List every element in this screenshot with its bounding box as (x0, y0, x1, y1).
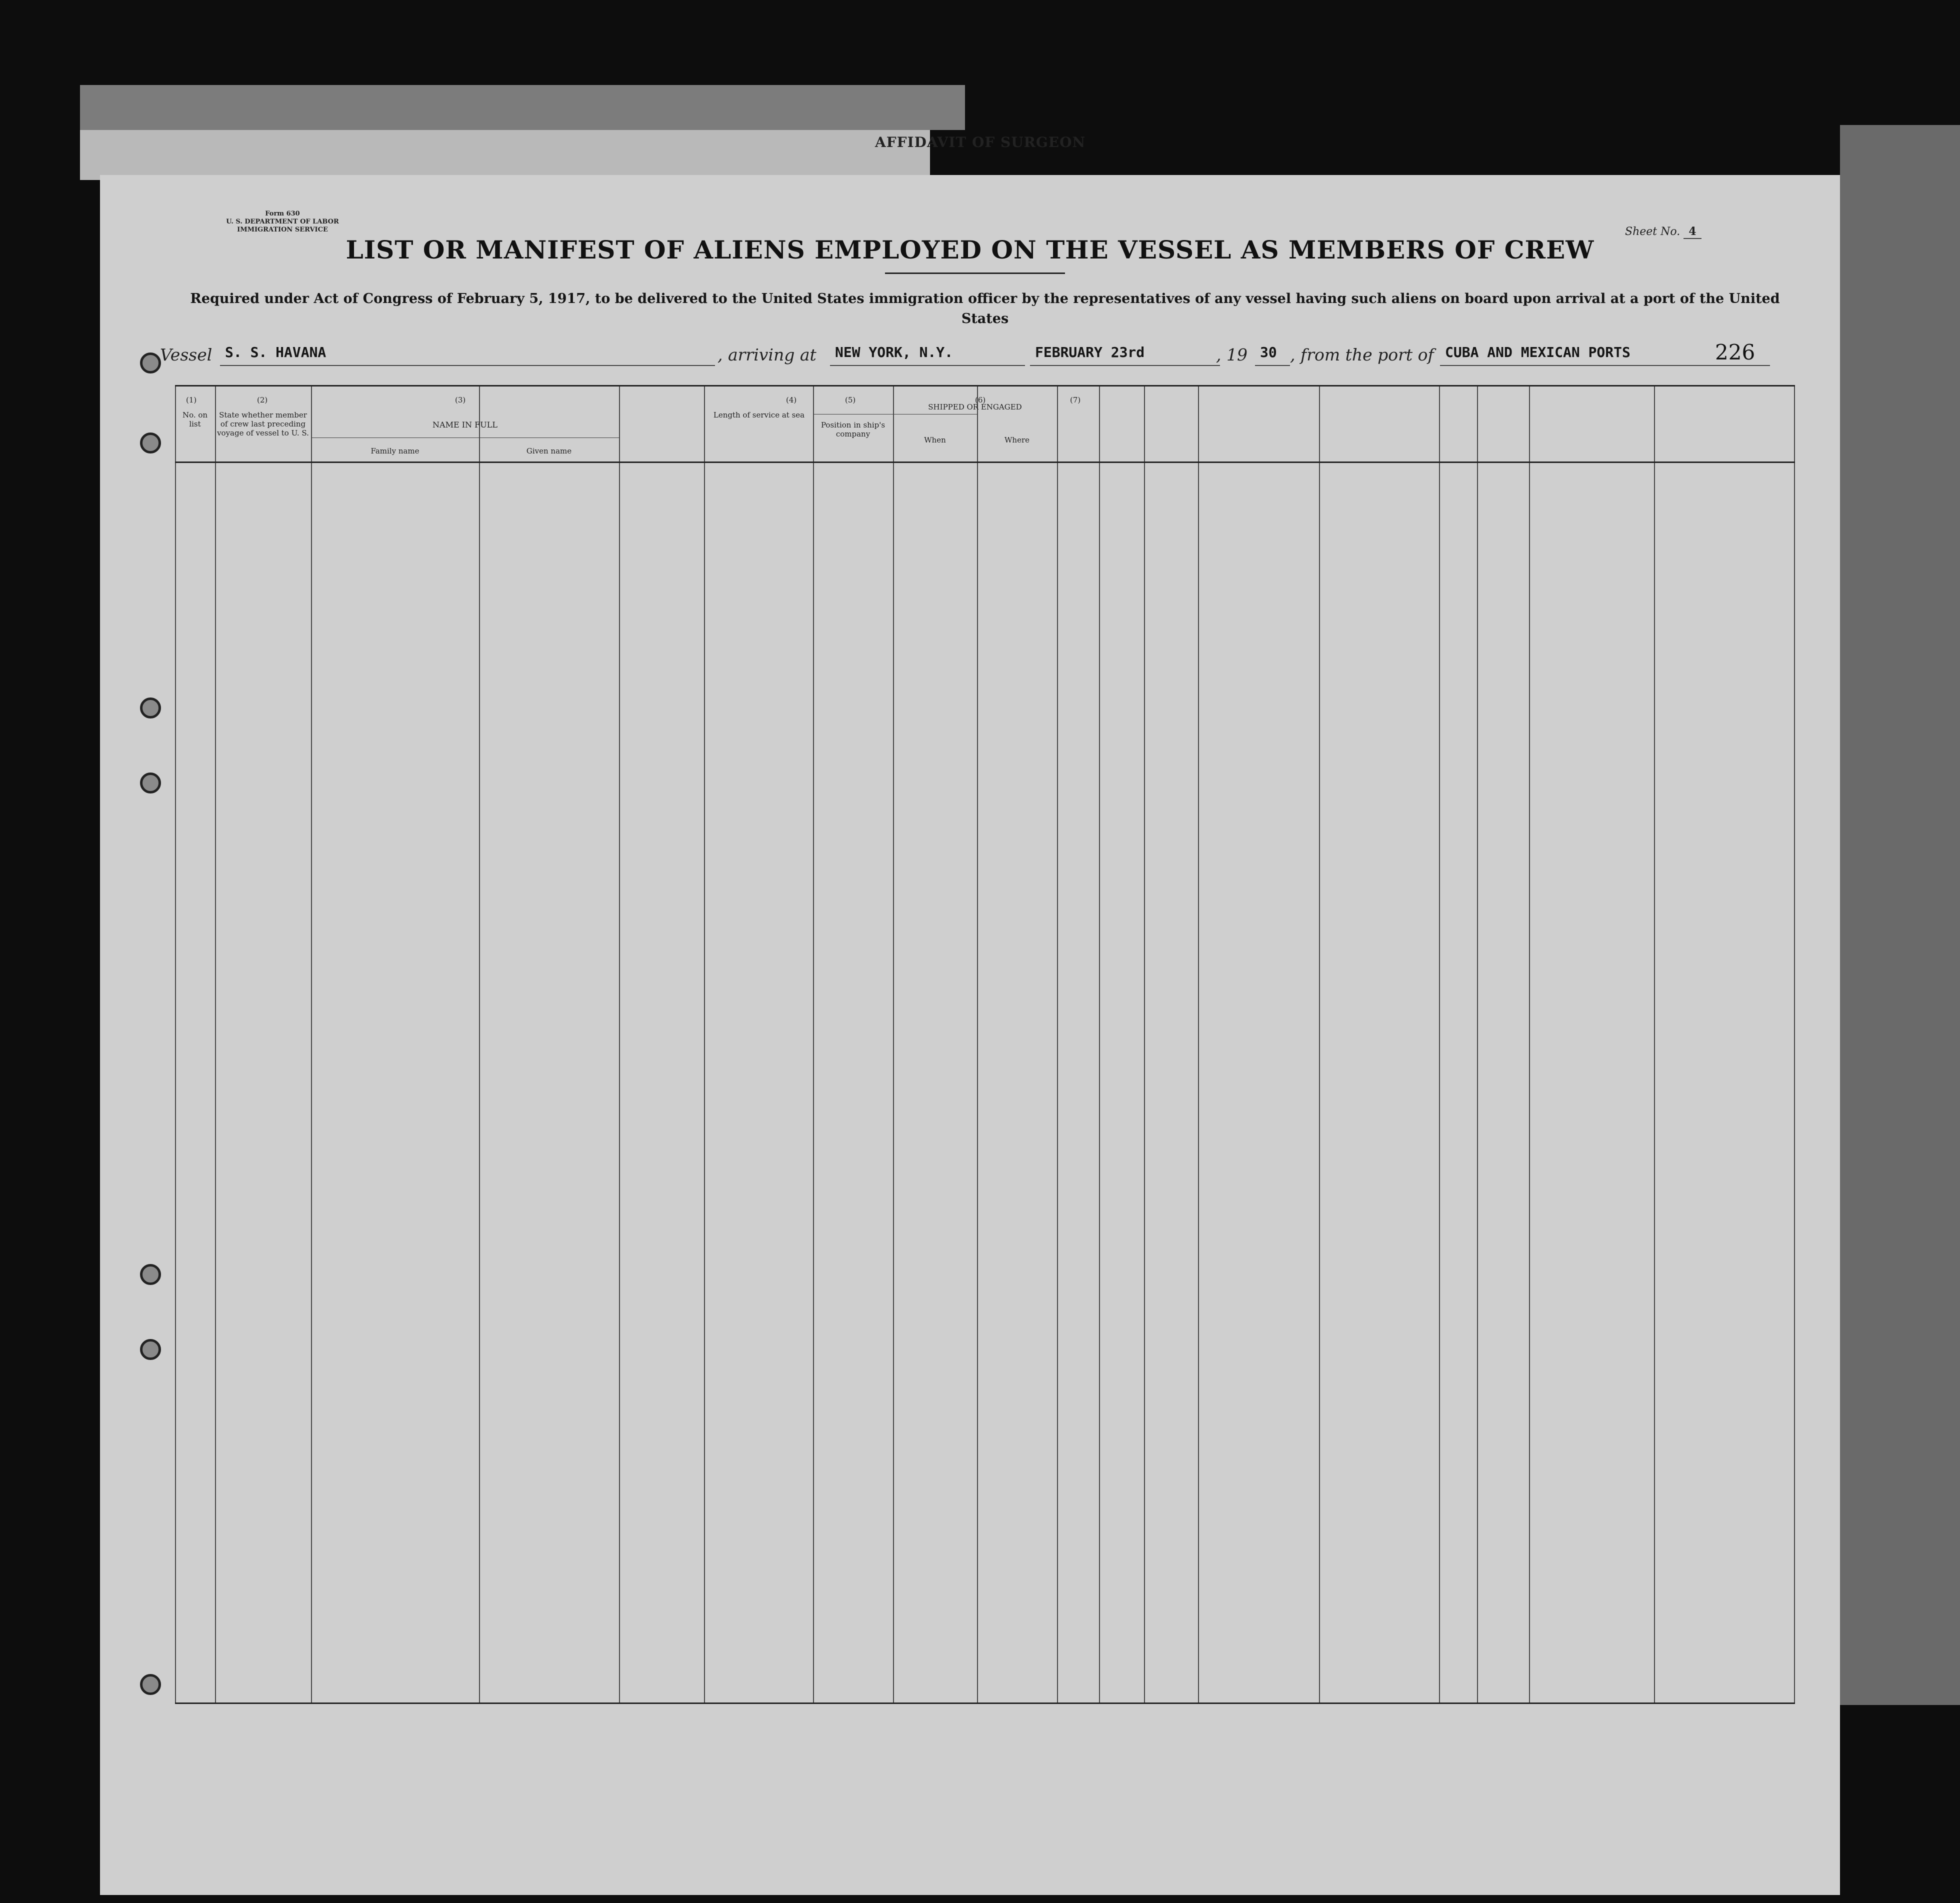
punch-hole (140, 1674, 161, 1695)
origin-ports: CUBA AND MEXICAN PORTS (1440, 344, 1770, 366)
sheet-number: Sheet No. 4 (1625, 225, 1702, 238)
from-port-label: , from the port of (1290, 345, 1434, 364)
col-header-where: Where (1004, 436, 1030, 444)
back-sheet (1840, 125, 1960, 1705)
back-sheet (80, 85, 965, 130)
col-header-position: Position in ship's company (820, 420, 886, 438)
punch-hole (140, 698, 161, 718)
punch-hole (140, 432, 161, 454)
manifest-sheet (100, 175, 1840, 1895)
arrival-year: 30 (1255, 344, 1290, 366)
form-identifier: Form 630 U. S. DEPARTMENT OF LABOR IMMIGRATION SERVICE (226, 210, 339, 234)
title-underline (885, 272, 1065, 274)
page-number: 226 (1715, 340, 1756, 364)
col-header-given-name: Given name (526, 446, 572, 456)
year-prefix: , 19 (1216, 345, 1248, 364)
subtitle: Required under Act of Congress of February 5, 1917, to be delivered to the United States immigration officer by the representatives of any vessel having such aliens on board upon arrival at a port of the United States (190, 291, 1780, 326)
vessel-name: S. S. HAVANA (220, 344, 715, 366)
crew-manifest-table: (1) No. on list (2) State whether member of crew last preceding voyage of vessel to U. S. (3) NAME IN FULL Family name Given name (4) Length of service at sea (5) Position in ship's company (6) SHIPPED OR ENGAGED When Where (7) (175, 385, 1795, 1704)
affidavit-heading: AFFIDAVIT OF SURGEON (875, 134, 1086, 150)
col-header-name: NAME IN FULL (432, 420, 498, 430)
col-header-no: No. on list (182, 410, 208, 428)
arriving-label: , arriving at (718, 345, 816, 364)
sheet-number-value: 4 (1684, 225, 1701, 239)
punch-hole (140, 352, 161, 374)
punch-hole (140, 1264, 161, 1285)
page-title: LIST OR MANIFEST OF ALIENS EMPLOYED ON THE VESSEL AS MEMBERS OF CREW (346, 235, 1594, 264)
vessel-label: Vessel (160, 345, 212, 364)
punch-hole (140, 1339, 161, 1360)
col-header-family-name: Family name (370, 446, 420, 456)
back-sheet (80, 130, 930, 180)
arrival-date: FEBRUARY 23rd (1030, 344, 1220, 366)
col-header-when: When (924, 436, 946, 444)
col-header-length-of-service: Length of service at sea (713, 410, 805, 420)
col-header-shipped: SHIPPED OR ENGAGED (928, 402, 1022, 412)
arriving-port: NEW YORK, N.Y. (830, 344, 1025, 366)
punch-hole (140, 772, 161, 794)
col-header-first-voyage: State whether member of crew last preceding voyage of vessel to U. S. (217, 410, 309, 438)
